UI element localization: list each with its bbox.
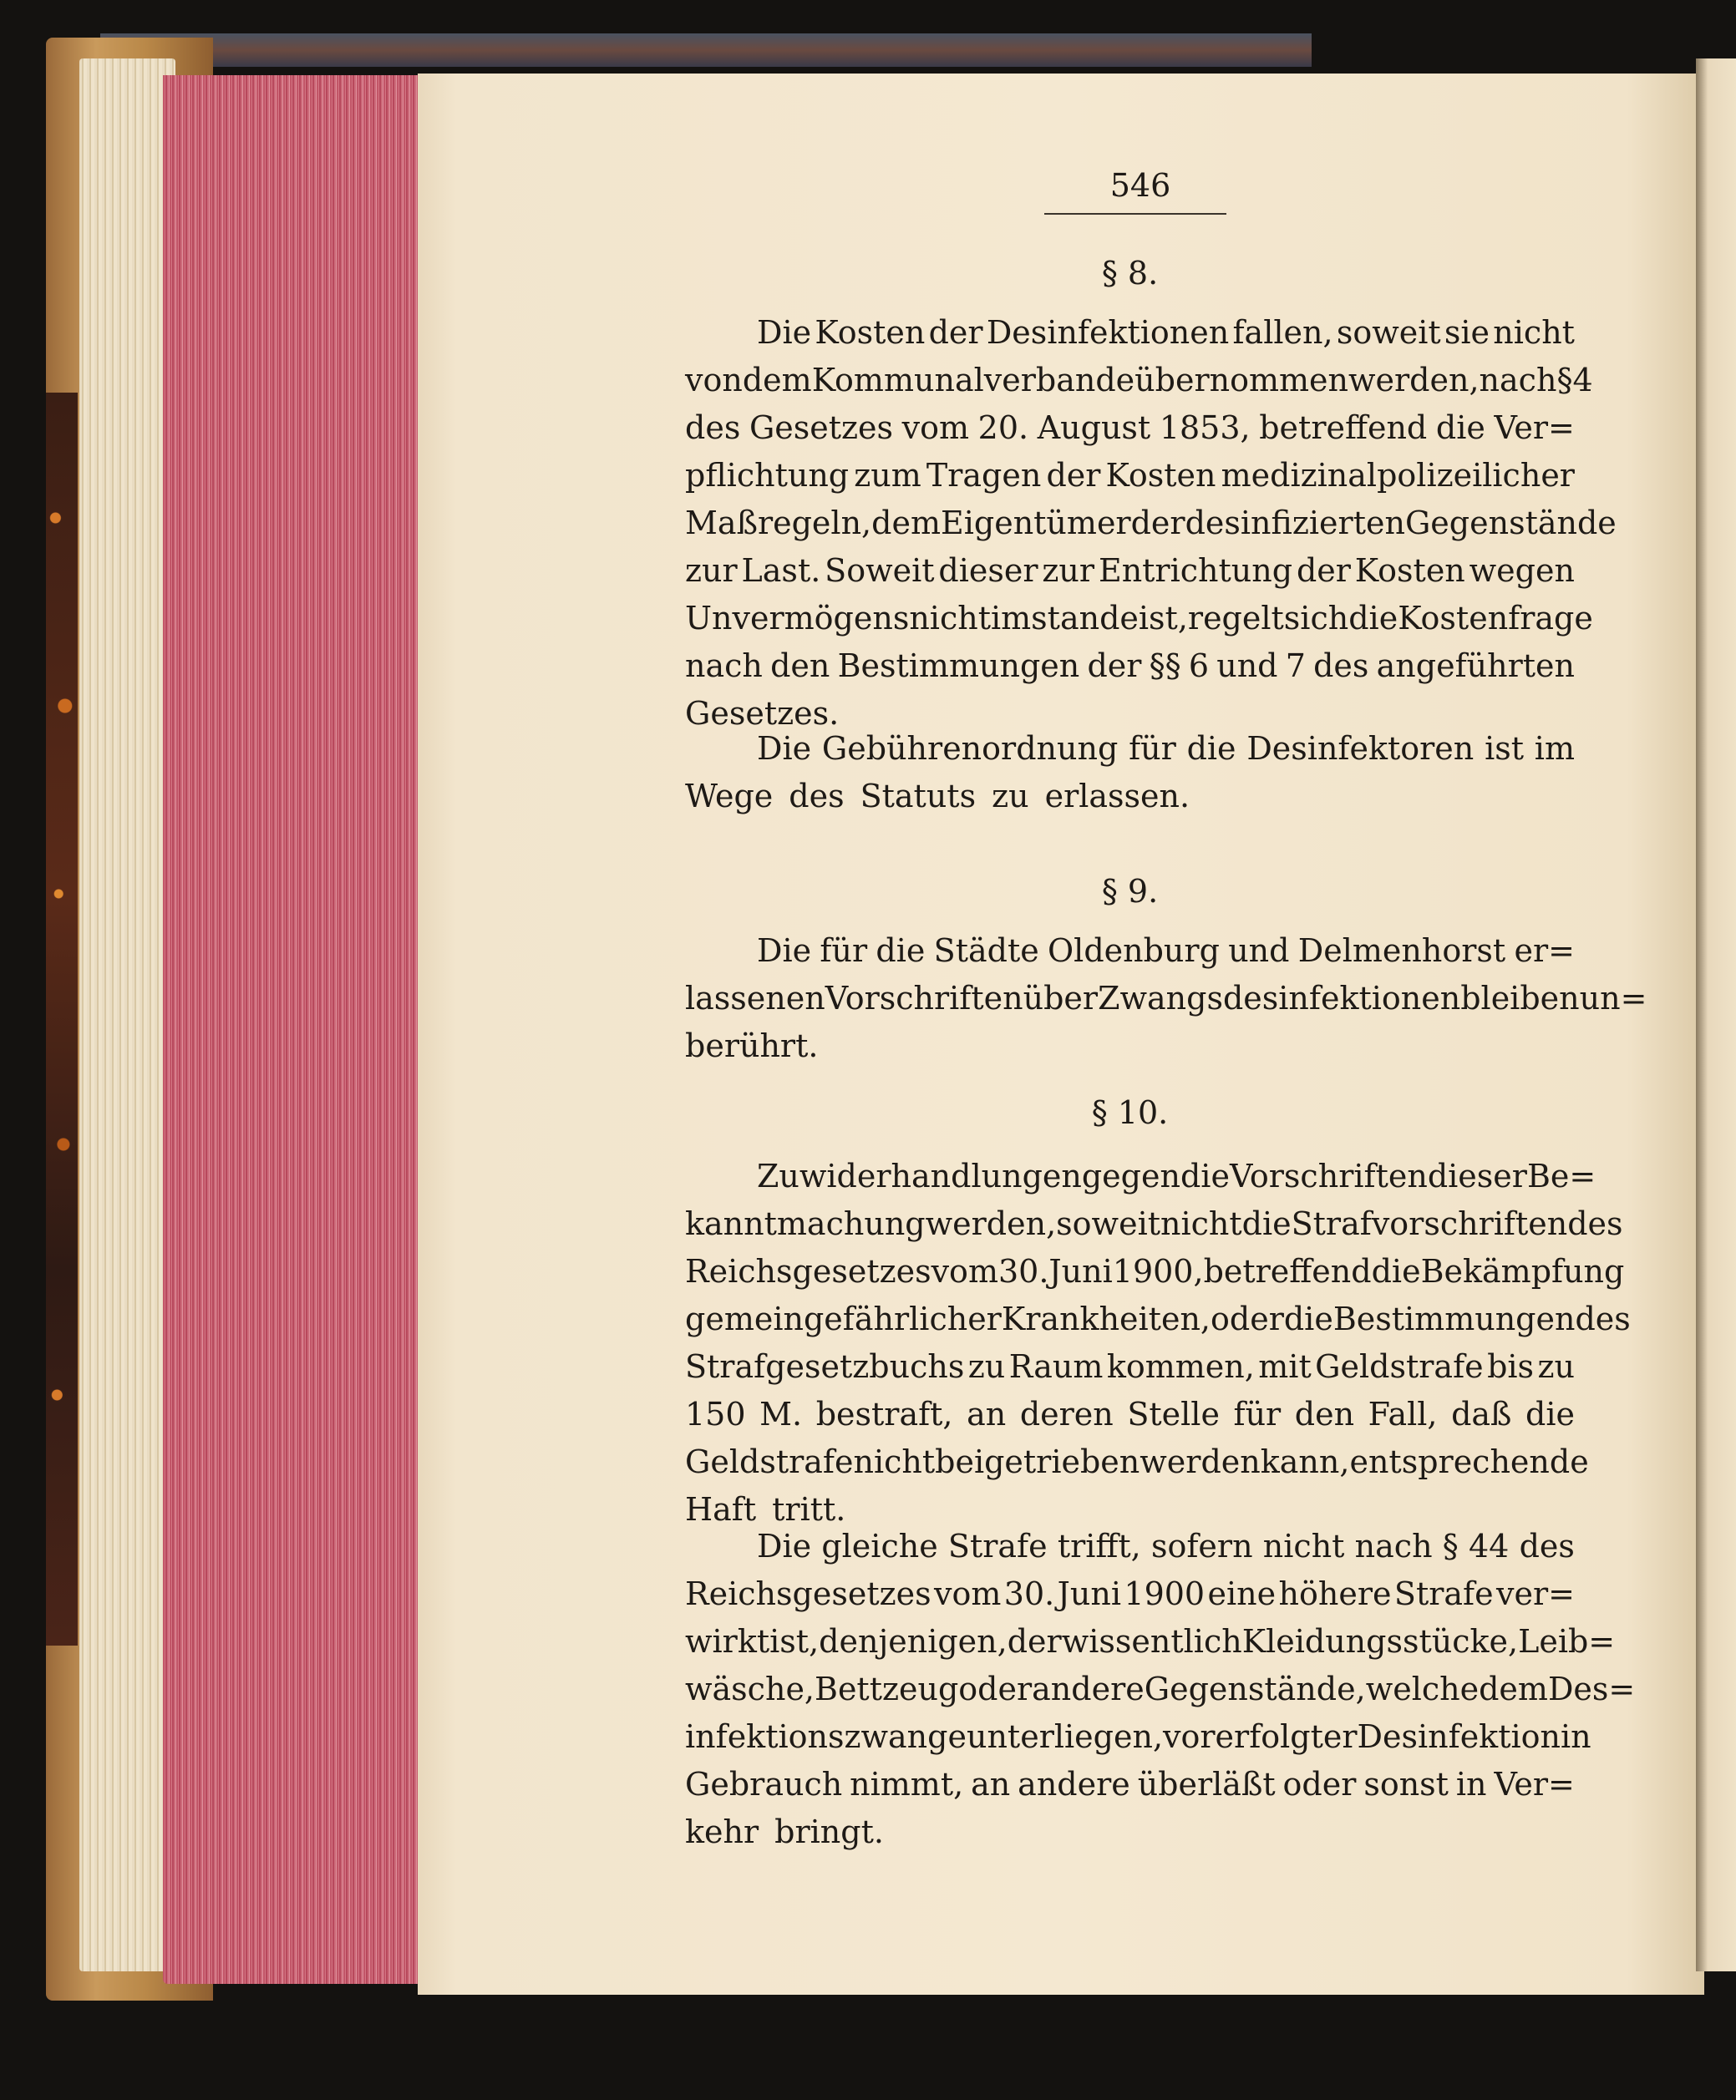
- text-line: Unvermögens nicht imstande ist, regelt sich die Kostenfrage: [685, 600, 1593, 637]
- text-line: kanntmachung werden, soweit nicht die Strafvorschriften des: [685, 1205, 1623, 1242]
- page-number-rule: [1044, 213, 1226, 215]
- text-line: Haft tritt.: [685, 1491, 846, 1528]
- paragraph: [685, 1153, 1631, 1534]
- text-line: lassenen Vorschriften über Zwangsdesinfektionen bleiben un=: [685, 980, 1647, 1017]
- text-line: zur Last. Soweit dieser zur Entrichtung der Kosten wegen: [685, 552, 1575, 589]
- red-page-edges: [163, 75, 422, 1984]
- marbled-cover-edge: [46, 393, 78, 1646]
- text-line: Gebrauch nimmt, an andere überläßt oder sonst in Ver=: [685, 1766, 1575, 1803]
- text-line: Maßregeln, dem Eigentümer der desinfizierten Gegenstände: [685, 505, 1617, 541]
- section-heading: § 9.: [1101, 873, 1159, 910]
- text-line: infektionszwange unterliegen, vor erfolgter Desinfektion in: [685, 1718, 1591, 1755]
- paragraph: [685, 927, 1647, 1070]
- facing-page-edge: [1696, 58, 1736, 1971]
- text-line: gemeingefährlicher Krankheiten, oder die Bestimmungen des: [685, 1301, 1631, 1337]
- text-line: Geldstrafe nicht beigetrieben werden kann, entsprechende: [685, 1443, 1589, 1480]
- page-number: 546: [1109, 167, 1171, 204]
- text-line: Reichsgesetzes vom 30. Juni 1900, betreffend die Bekämpfung: [685, 1253, 1625, 1290]
- text-line: Die für die Städte Oldenburg und Delmenhorst er=: [757, 932, 1575, 969]
- text-line: 150 M. bestraft, an deren Stelle für den Fall, daß die: [685, 1396, 1575, 1433]
- section-heading: § 8.: [1101, 255, 1159, 292]
- text-line: von dem Kommunalverbande übernommen werden, nach § 4: [685, 362, 1593, 398]
- text-line: Die Gebührenordnung für die Desinfektoren ist im: [757, 730, 1575, 767]
- text-line: Reichsgesetzes vom 30. Juni 1900 eine höhere Strafe ver=: [685, 1575, 1575, 1612]
- paragraph: [685, 1523, 1636, 1856]
- text-line: Gesetzes.: [685, 695, 840, 732]
- paragraph: [685, 309, 1617, 738]
- text-line: Zuwiderhandlungen gegen die Vorschriften dieser Be=: [757, 1158, 1596, 1195]
- text-line: Strafgesetzbuchs zu Raum kommen, mit Geldstrafe bis zu: [685, 1348, 1575, 1385]
- text-line: berührt.: [685, 1027, 819, 1064]
- text-line: kehr bringt.: [685, 1813, 884, 1850]
- section-heading: § 10.: [1091, 1094, 1169, 1131]
- text-line: Die Kosten der Desinfektionen fallen, soweit sie nicht: [757, 314, 1575, 351]
- text-line: wirkt ist, denjenigen, der wissentlich Kleidungsstücke, Leib=: [685, 1623, 1616, 1660]
- text-line: Die gleiche Strafe trifft, sofern nicht nach § 44 des: [757, 1528, 1575, 1565]
- text-line: nach den Bestimmungen der §§ 6 und 7 des angeführten: [685, 647, 1575, 684]
- text-line: pflichtung zum Tragen der Kosten medizinalpolizeilicher: [685, 457, 1575, 494]
- page-block-edges: [79, 58, 175, 1971]
- text-line: des Gesetzes vom 20. August 1853, betreffend die Ver=: [685, 409, 1575, 446]
- text-line: wäsche, Bettzeug oder andere Gegenstände, welche dem Des=: [685, 1671, 1636, 1707]
- paragraph: [685, 725, 1575, 820]
- text-line: Wege des Statuts zu erlassen.: [685, 778, 1190, 814]
- book-cover-top: [100, 33, 1312, 67]
